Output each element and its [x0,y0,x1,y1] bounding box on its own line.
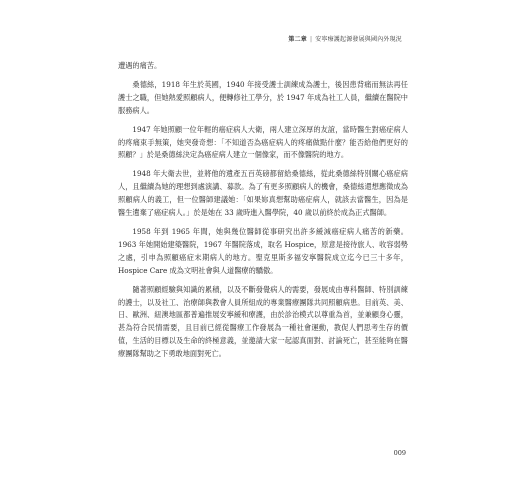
paragraph: 1958 年到 1965 年間，她與幾位醫師從事研究出許多緩減癌症病人痛苦的新藥。1963 年她開始建築醫院，1967 年醫院落成，取名 Hospice，原意是接待旅人、收容弱勢之處，引申為照顧癌症末期病人的地方。聖克里斯多福安寧醫院成立迄今已三十多年，Hospice Care 成為文明社會與人道醫療的驕傲。 [118,226,408,275]
chapter-label: 第二章 [288,36,307,43]
body-text [118,60,408,361]
header-separator: | [309,36,313,43]
page-number: 009 [393,449,406,457]
chapter-title: 安寧療護起源發展與國內外現況 [315,36,402,43]
paragraph: 1947 年她照顧一位年輕的癌症病人大衛，兩人建立深厚的友誼，當時醫生對癌症病人的疼痛束手無策，她突發奇想：「不知道否為癌症病人的疼痛做點什麼？能否給他們更好的照顧？」於是桑德絲決定為癌症病人建立一個像家，而不像醫院的地方。 [118,124,408,160]
paragraph: 桑德絲，1918 年生於英國，1940 年接受護士訓練成為護士，後因患背痛而無法再任護士之職，但她熱愛照顧病人，便轉修社工學分，於 1947 年成為社工人員，繼續在醫院中服務病人。 [118,79,408,115]
paragraph-continuation: 遭遇的痛苦。 [118,61,162,70]
paragraph: 1948 年大衛去世，並將他的遺產五百英磅都留給桑德絲，從此桑德絲特別關心癌症病人，且繼續為她的理想到處演講、募款。為了有更多照顧病人的機會，桑德絲還想應徵成為照顧病人的義工，但一位醫師建議她：「如果妳真想幫助癌症病人，就該去當醫生，因為是醫生遺棄了癌症病人。」於是她在 33 歲時進入醫學院，40 歲以前終於成為正式醫師。 [118,169,408,218]
running-header [288,34,402,43]
paragraph: 隨著照顧經驗與知識的累積，以及不斷發覺病人的需要，發展成由專科醫師、特別訓練的護士，以及社工、治療師與教會人員所組成的專業醫療團隊共同照顧病患。目前英、美、日、歐洲、紐澳地區都普遍推展安寧緩和療護，由於診治模式以尊重為首，並兼顧身心靈，甚為符合民情需要，且目前已經從醫療工作發展為一種社會運動，教促人們思考生存的價值，生活的目標以及生命的終極意義，並邀請大家一起認真面對、討論死亡，甚至能夠在醫療團隊幫助之下勇敢地面對死亡。 [118,284,408,359]
